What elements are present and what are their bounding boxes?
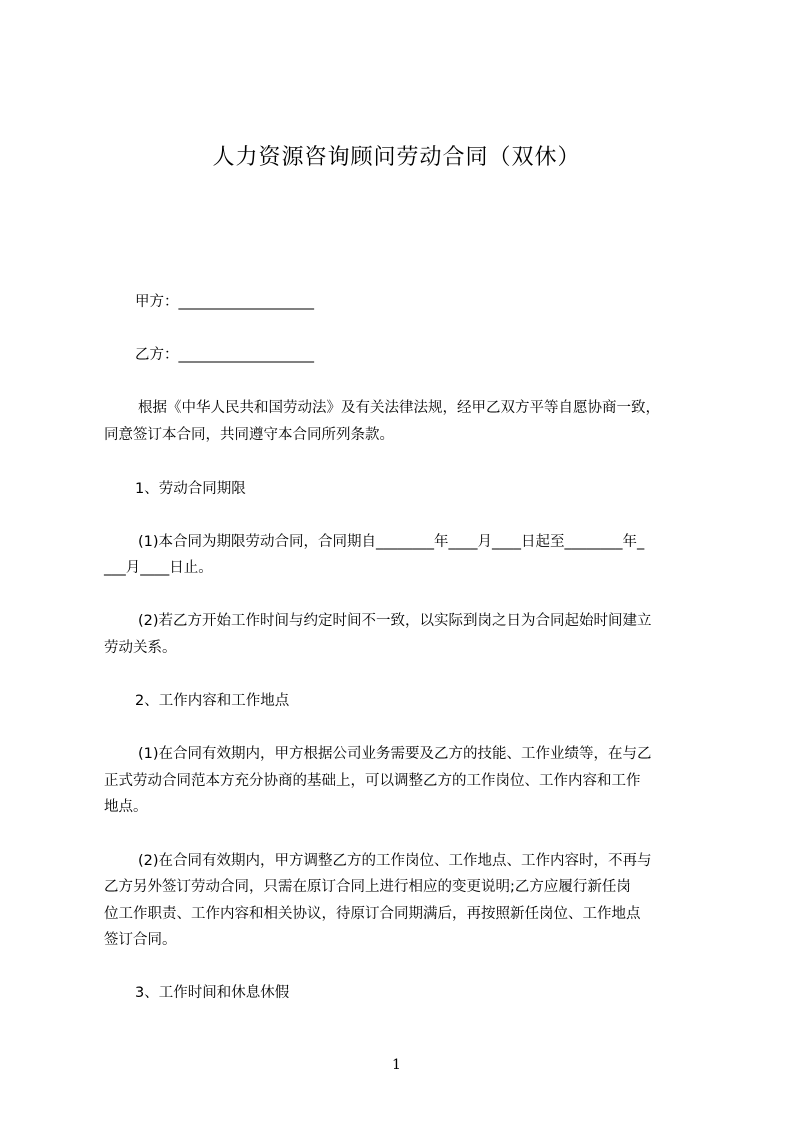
section-1-clause-2-line-1: (2)若乙方开始工作时间与约定时间不一致，以实际到岗之日为合同起始时间建立 xyxy=(138,613,652,629)
section-2-clause-2-line-2: 乙方另外签订劳动合同，只需在原订合同上进行相应的变更说明;乙方应履行新任岗 xyxy=(104,879,631,895)
section-1-clause-1-line-1: (1)本合同为期限劳动合同，合同期自________年____月____日起至________年_ xyxy=(138,534,645,550)
section-1-heading: 1、劳动合同期限 xyxy=(135,481,246,497)
section-2-clause-2-line-3: 位工作职责、工作内容和相关协议，待原订合同期满后，再按照新任岗位、工作地点 xyxy=(104,906,641,922)
section-1-clause-1-line-2: ___月____日止。 xyxy=(104,560,213,576)
section-2-clause-1-line-1: (1)在合同有效期内，甲方根据公司业务需要及乙方的技能、工作业绩等，在与乙 xyxy=(138,746,652,762)
section-2-heading: 2、工作内容和工作地点 xyxy=(135,693,290,709)
party-b-blank: ____________________ xyxy=(178,347,314,363)
page-number: 1 xyxy=(392,1057,401,1073)
party-a-line xyxy=(135,292,314,312)
preamble-line-2: 同意签订本合同，共同遵守本合同所列条款。 xyxy=(104,427,394,443)
section-3-heading: 3、工作时间和休息休假 xyxy=(135,985,290,1001)
section-2-clause-1-line-3: 地点。 xyxy=(104,799,148,815)
section-2-clause-2-line-4: 签订合同。 xyxy=(104,932,177,948)
party-a-blank: ____________________ xyxy=(178,294,314,310)
party-b-label: 乙方： xyxy=(135,347,179,363)
party-a-label: 甲方： xyxy=(135,294,179,310)
document-title: 人力资源咨询顾问劳动合同（双休） xyxy=(212,145,581,170)
preamble-line-1: 根据《中华人民共和国劳动法》及有关法律法规，经甲乙双方平等自愿协商一致， xyxy=(138,400,660,416)
party-b-line xyxy=(135,345,314,365)
section-1-clause-2-line-2: 劳动关系。 xyxy=(104,640,177,656)
section-2-clause-2-line-1: (2)在合同有效期内，甲方调整乙方的工作岗位、工作地点、工作内容时，不再与 xyxy=(138,853,652,869)
section-2-clause-1-line-2: 正式劳动合同范本方充分协商的基础上，可以调整乙方的工作岗位、工作内容和工作 xyxy=(104,773,641,789)
